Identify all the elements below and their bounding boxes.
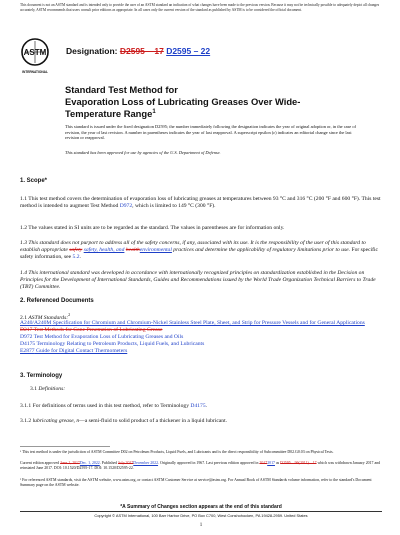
footnote-1: ¹ This test method is under the jurisdiction of ASTM Committee D02 on Petroleum Products, Liquid Fuels, and Lubricants and is the direct responsibility of Subcommittee D02.G0.03 on Physical Tests. bbox=[20, 450, 334, 454]
title-line-1: Standard Test Method for bbox=[65, 84, 178, 95]
term-3-1-2-def: —a semi-fluid to solid product of a thickener in a liquid lubricant. bbox=[79, 418, 228, 424]
term-3-1-1-end: . bbox=[205, 403, 208, 409]
scope-1-3-ins2: environmental bbox=[139, 247, 172, 254]
link-d4175-term[interactable]: D4175 bbox=[190, 403, 206, 409]
scope-1-3-del1: safety bbox=[69, 247, 83, 254]
scope-1-3-ins1: safety, health, and bbox=[83, 247, 125, 254]
scope-1-2: 1.2 The values stated in SI units are to be regarded as the standard. The values in parentheses are for information only. bbox=[20, 225, 285, 231]
scope-1-3-end: . bbox=[79, 254, 81, 261]
change-notice: This document is not an ASTM standard and is intended only to provide the user of an ASTM standard an indication of what changes have been made to the previous version. Because it may not be technically possible to adequately depict all changes accurately, ASTM recommends that users consult prior editions as appropriate. In all cases only the current version of the standard as published by ASTM is to be considered the official document. bbox=[20, 3, 380, 12]
designation-line bbox=[66, 46, 210, 56]
edition-ins-1: Dec. 1, 2022 bbox=[79, 461, 100, 465]
edition-del-2: July 2017 bbox=[118, 461, 134, 465]
scope-1-3-text: 1.3 This standard does not purport to address all of the safety concerns, if any, associated with its use. It is the responsibility of the user of this standard to establish appropriate bbox=[20, 240, 366, 254]
terminology-sub-number: 3.1 bbox=[30, 386, 39, 392]
astm-logo bbox=[20, 37, 50, 79]
scope-1-1-end: , which is limited to 149 °C (300 °F). bbox=[132, 203, 216, 210]
link-d972-ref[interactable]: D972 bbox=[20, 334, 33, 341]
svg-text:INTERNATIONAL: INTERNATIONAL bbox=[22, 70, 48, 74]
title-line-3: Temperature Range bbox=[65, 108, 153, 120]
designation-label: Designation: bbox=[66, 46, 118, 56]
ref-item-e2877 bbox=[20, 348, 382, 355]
ref-d4175-text: Terminology Relating to Petroleum Products, Liquid Fuels, and Lubricants bbox=[35, 341, 205, 348]
edition-ins-3: 2017 bbox=[267, 461, 275, 465]
edition-del-1: June 1, 2017 bbox=[60, 461, 80, 465]
term-3-1-1 bbox=[20, 403, 382, 410]
scope-1-1-text: 1.1 This test method covers the determination of evaporation loss of lubricating greases at temperatures between 93 °C and 316 °C (200 °F and 600 °F). This test method is intended to augment Test Method bbox=[20, 196, 381, 210]
edition-del-4: D2595 – 96(2011) – 17 bbox=[280, 461, 317, 465]
scope-1-3-text3: For specific safety information, see bbox=[20, 247, 379, 261]
refdocs-sub-label: ASTM Standards: bbox=[28, 314, 69, 321]
edition-text-5: which was withdrawn January 2017 and reinstated June 2017. DOI: 10.1520/D2595-17. DOI: 10.1520/D2595-22. bbox=[20, 461, 381, 470]
dod-approval-note: This standard has been approved for use by agencies of the U.S. Department of Defense. bbox=[65, 150, 221, 155]
edition-text-4: as bbox=[274, 461, 281, 465]
ref-item-d972 bbox=[20, 334, 382, 341]
refdocs-footnote-mark: 2 bbox=[68, 312, 71, 317]
link-d217[interactable]: D217 bbox=[20, 327, 33, 334]
edition-del-3: 2017 bbox=[259, 461, 268, 465]
edition-ins-2: December 2022 bbox=[133, 461, 159, 465]
footnote-2: ² For referenced ASTM standards, visit the ASTM website, www.astm.org, or contact ASTM Customer Service at service@astm.org. For Annual Book of ASTM Standards volume information, refer to the standard's Document Summary page on the ASTM website. bbox=[20, 478, 372, 487]
link-d972[interactable]: D972 bbox=[119, 203, 133, 210]
ref-e2877-text: Guide for Digital Contact Thermometers bbox=[34, 348, 128, 355]
definitions-subheading bbox=[30, 386, 65, 393]
link-5-2[interactable]: 5.2 bbox=[72, 254, 80, 261]
designation-new: D2595 – 22 bbox=[166, 46, 211, 56]
scope-1-3-del2: health bbox=[125, 247, 140, 254]
designation-old: D2595 – 17 bbox=[119, 46, 164, 56]
footnote-1-edition bbox=[20, 461, 382, 471]
svg-text:ASTM: ASTM bbox=[23, 48, 47, 57]
page-number: 1 bbox=[199, 523, 203, 528]
ref-d217-text: Test Methods for Cone Penetration of Lubricating Grease bbox=[32, 327, 163, 334]
refdocs-list bbox=[20, 320, 382, 355]
document-title bbox=[65, 84, 355, 120]
refdocs-sub-number: 2.1 bbox=[20, 314, 29, 321]
bottom-divider bbox=[20, 511, 382, 512]
terminology-heading: 3. Terminology bbox=[20, 373, 63, 379]
edition-text-1: Current edition approved bbox=[20, 461, 61, 465]
link-d4175[interactable]: D4175 bbox=[20, 341, 36, 348]
term-3-1-2-num: 3.1.2 bbox=[20, 418, 33, 424]
copyright-line: Copyright © ASTM International, 100 Barr Harbor Drive, PO Box C700, West Conshohocken, PA 19428-2959. United States bbox=[94, 513, 308, 518]
edition-text-2: . Published bbox=[99, 461, 119, 465]
scope-1-1 bbox=[20, 196, 382, 210]
term-3-1-1-text: 3.1.1 For definitions of terms used in this test method, refer to Terminology bbox=[20, 403, 191, 409]
issuance-note: This standard is issued under the fixed designation D2595; the number immediately following the designation indicates the year of original adoption or, in the case of revision, the year of last revision. A number in parentheses indicates the year of last reapproval. A superscript epsilon (ε) indicates an editorial change since the last revision or reapproval. bbox=[65, 124, 356, 141]
scope-1-3-text2: practices and determine the applicability of regulatory limitations prior to use. bbox=[171, 247, 351, 254]
term-3-1-2-term: lubricating grease, n bbox=[32, 418, 80, 424]
scope-1-4: 1.4 This international standard was developed in accordance with internationally recognized principles on standardization established in the Decision on Principles for the Development of International Standards, Guides and Recommendations issued by the World Trade Organization Technical Barriers to Trade (TBT) Committee. bbox=[20, 270, 376, 291]
ref-a240-text: Specification for Chromium and Chromium-Nickel Stainless Steel Plate, Sheet, and Strip for Pressure Vessels and for General Applications bbox=[51, 320, 365, 326]
link-e2877[interactable]: E2877 bbox=[20, 348, 35, 355]
refdocs-heading: 2. Referenced Documents bbox=[20, 298, 94, 304]
title-footnote-mark: 1 bbox=[152, 109, 156, 115]
scope-heading: 1. Scope* bbox=[20, 178, 48, 184]
scope-1-3 bbox=[20, 240, 382, 261]
footnote-divider bbox=[20, 446, 110, 447]
ref-d972-text: Test Method for Evaporation Loss of Lubricating Greases and Oils bbox=[32, 334, 184, 341]
title-line-2: Evaporation Loss of Lubricating Greases Over Wide- bbox=[65, 95, 301, 107]
edition-text-3: . Originally approved in 1967. Last previous edition approved in bbox=[158, 461, 260, 465]
terminology-sub-label: Definitions: bbox=[38, 386, 66, 392]
term-3-1-2 bbox=[20, 418, 382, 425]
summary-of-changes-note: *A Summary of Changes section appears at the end of this standard bbox=[120, 504, 282, 510]
link-a240[interactable]: A240/A240M bbox=[20, 320, 52, 326]
